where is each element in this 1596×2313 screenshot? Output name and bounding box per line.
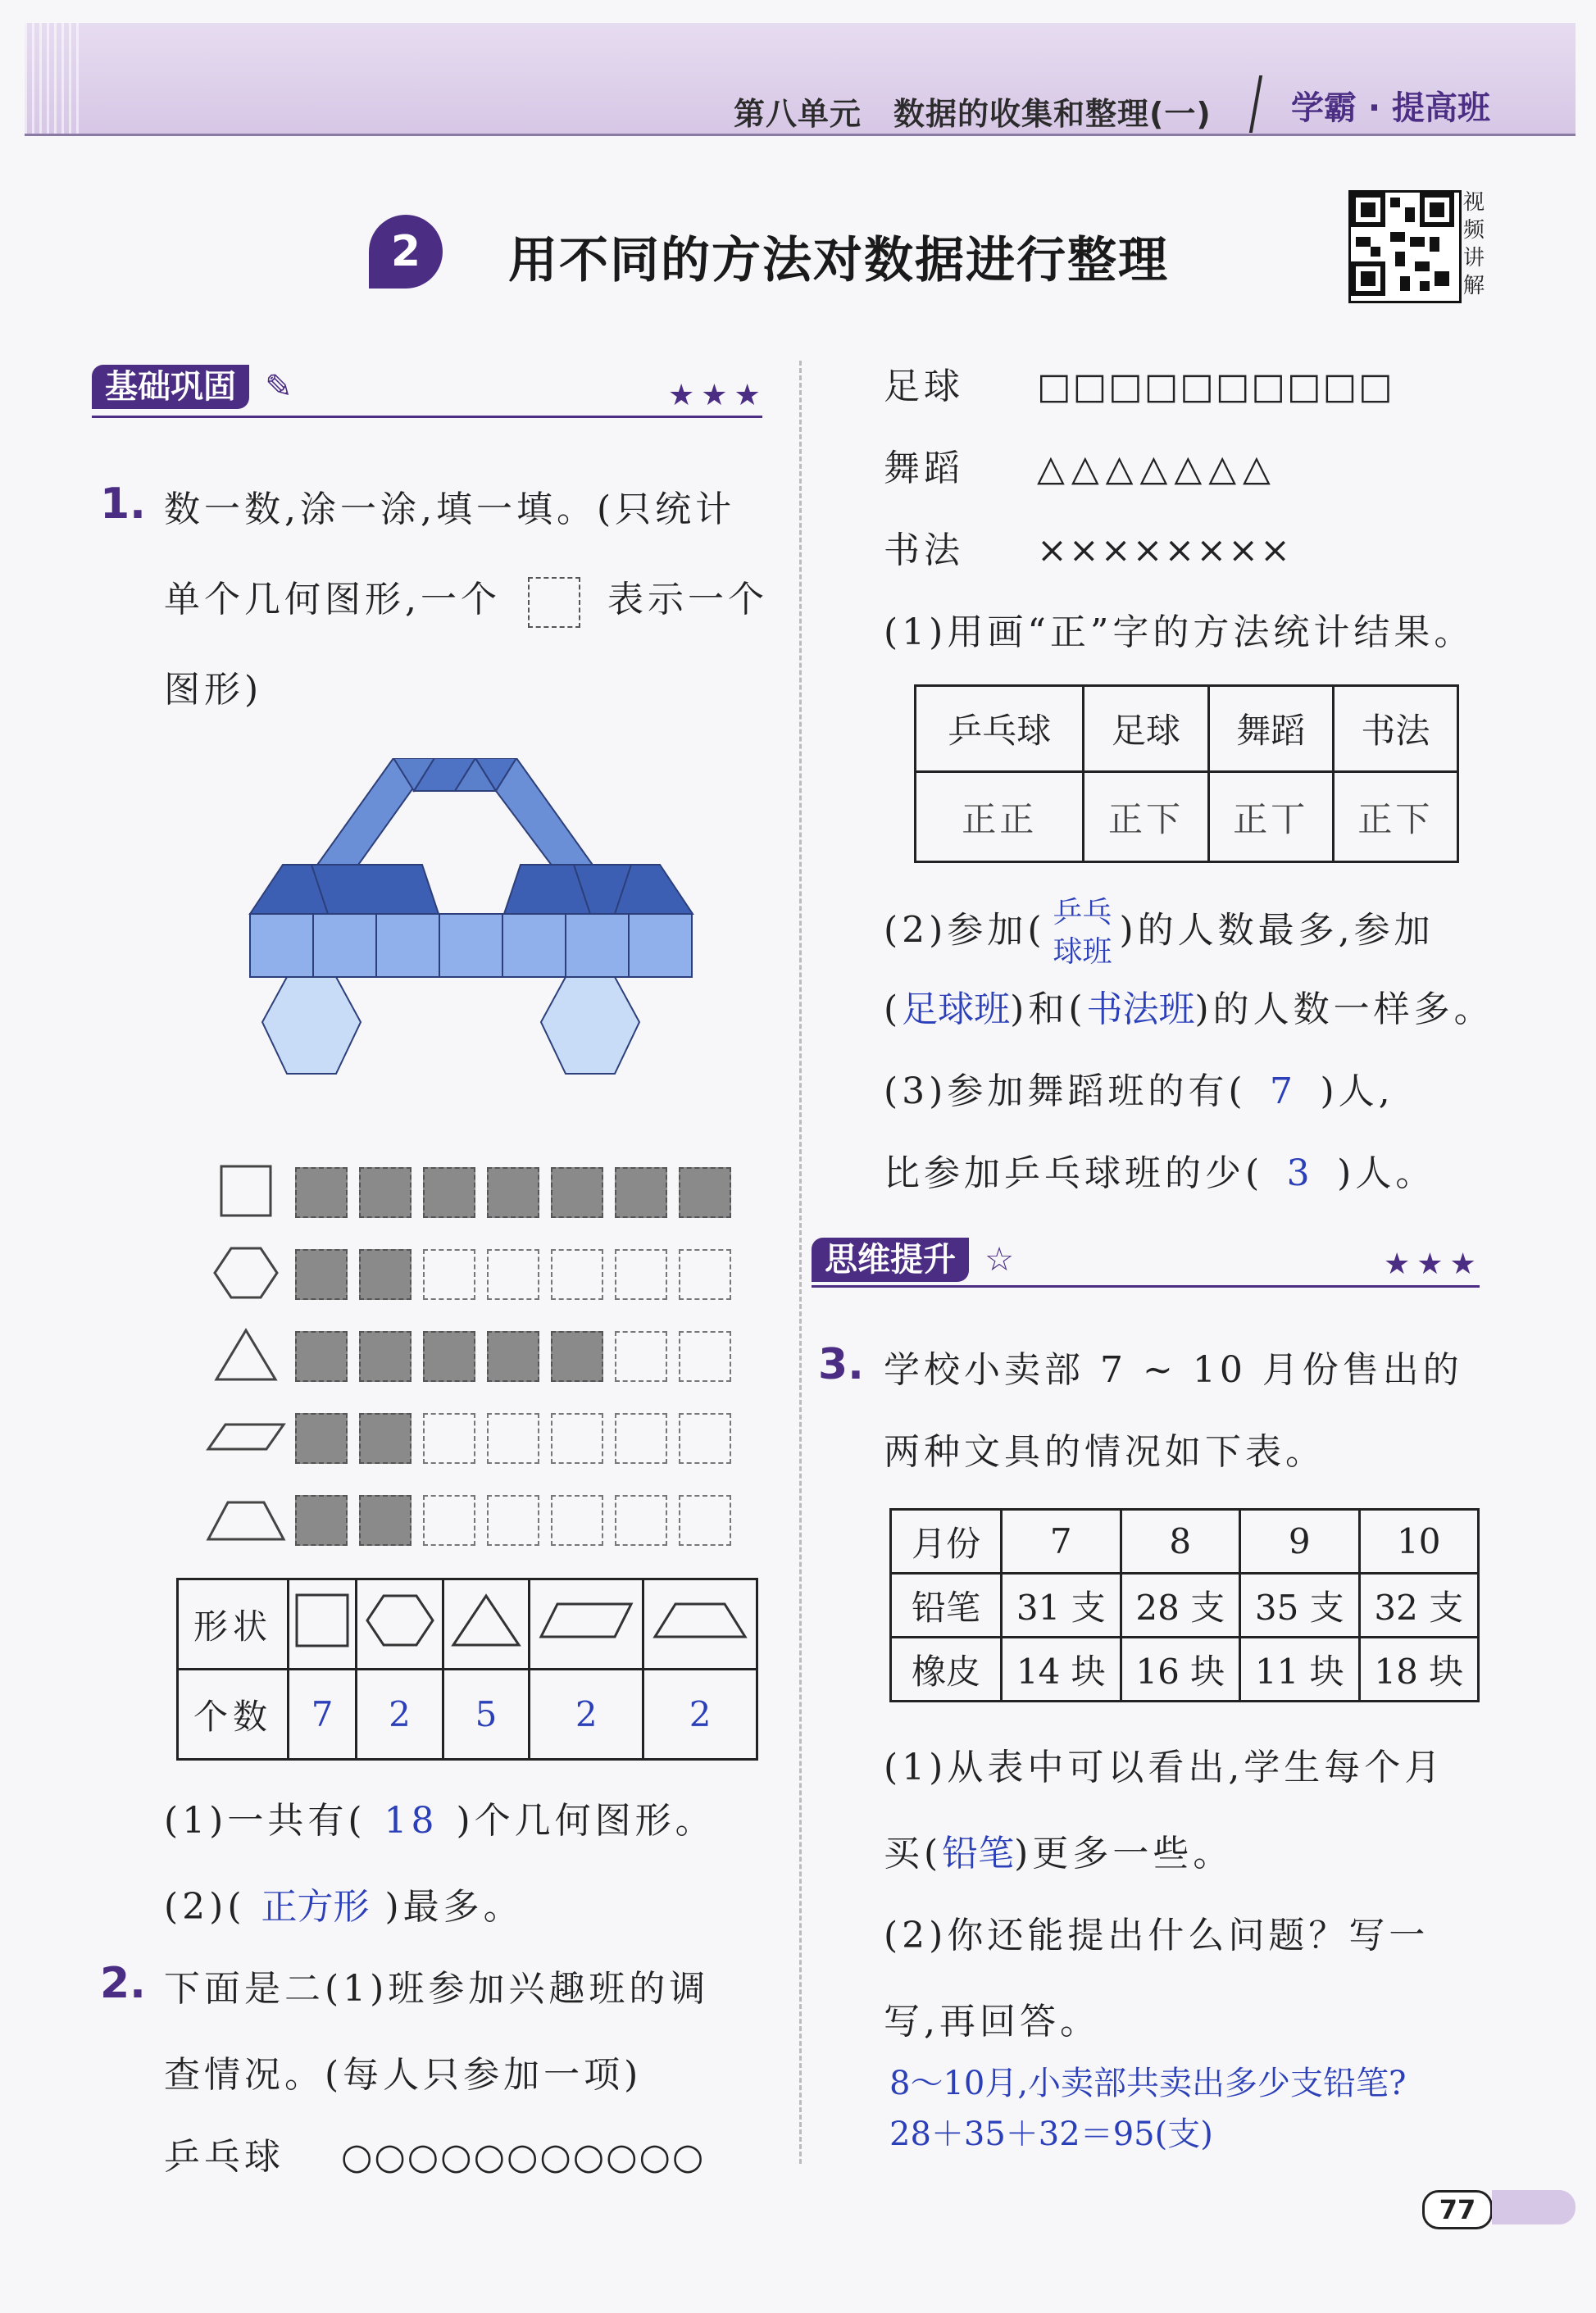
tally-row [197,1234,743,1316]
empty-cell[interactable] [679,1249,731,1300]
tally-cell: 正下 [1333,772,1457,862]
shape-count-table [176,1578,758,1761]
column-divider [799,361,802,2164]
count-triangle: 5 [443,1670,530,1760]
trapezoid-icon [643,1579,757,1670]
trapezoid-shape [250,865,439,914]
q2-line1: 下面是二(1)班参加兴趣班的调 [164,1968,710,2010]
empty-cell[interactable] [679,1413,731,1464]
shaded-cell[interactable] [679,1167,731,1218]
q2-sub2-answer2: 足球班 [902,988,1011,1030]
table-cell: 11 块 [1240,1638,1360,1702]
tally-cell: 正正 [916,772,1084,862]
shaded-cell[interactable] [359,1331,412,1382]
difficulty-stars: ★★★ [1384,1247,1483,1281]
q1-sub2-text: (2)( [164,1886,246,1928]
q1-sub1-text: (1)一共有( [164,1800,366,1842]
q3-sub1-tail: )更多一些。 [1014,1833,1234,1874]
shaded-cell[interactable] [551,1331,603,1382]
empty-cell[interactable] [487,1413,539,1464]
shaded-cell[interactable] [615,1167,667,1218]
square-icon [289,1579,357,1670]
question-number: 2. [100,1959,146,2008]
table-header: 7 [1002,1510,1121,1574]
q2-sub3-answer2: 3 [1286,1152,1314,1194]
triangle-icon [443,1579,530,1670]
lesson-title: 用不同的方法对数据进行整理 [508,232,1169,289]
square-shape [566,914,629,977]
q2-sub2-text4: )的人数一样多。 [1194,988,1494,1030]
row-marks: ×××××××× [1037,529,1292,571]
table-cell: 16 块 [1121,1638,1240,1702]
table-header: 8 [1121,1510,1240,1574]
q1-sub1-tail: )个几何图形。 [456,1800,716,1842]
video-label: 视 频 讲 解 [1463,190,1485,298]
sparkle-star-icon: ☆ [984,1241,1014,1279]
table-label-count: 个数 [178,1670,289,1760]
table-cell: 橡皮 [891,1638,1002,1702]
q3-sub1-line2 [884,1824,1233,1876]
header-stripes [25,23,82,134]
square-shape [313,914,376,977]
hexagon-icon [197,1244,295,1305]
q3-sub1-line1: (1)从表中可以看出,学生每个月 [884,1747,1445,1788]
q2-row-dance [884,439,1277,491]
shaded-cell[interactable] [487,1331,539,1382]
q2-row-pingpong [164,2127,705,2179]
empty-cell[interactable] [679,1495,731,1546]
q2-sub3-answer1: 7 [1270,1070,1297,1112]
shaded-cell[interactable] [487,1167,539,1218]
tally-header: 足球 [1084,686,1208,772]
table-cell: 铅笔 [891,1574,1002,1638]
q2-sub3-line1 [884,1061,1394,1114]
q1-line3: 图形) [164,669,263,711]
lesson-number-badge: 2 [369,215,443,289]
table-header: 9 [1240,1510,1360,1574]
trapezoid-shape [504,865,693,914]
q3-line1: 学校小卖部 7 ~ 10 月份售出的 [884,1349,1463,1391]
row-marks: □□□□□□□□□□ [1037,366,1394,407]
shaded-cell[interactable] [295,1249,348,1300]
car-shape-figure [246,758,713,1086]
square-icon [197,1162,295,1223]
tally-cell: 正下 [1084,772,1208,862]
tally-row [197,1316,743,1397]
tally-header: 乒乓球 [916,686,1084,772]
tally-header: 舞蹈 [1208,686,1333,772]
section-basic-label: 基础巩固 [92,365,249,409]
empty-cell[interactable] [423,1413,475,1464]
table-cell: 14 块 [1002,1638,1121,1702]
count-parallelogram: 2 [530,1670,643,1760]
shaded-cell[interactable] [359,1495,412,1546]
table-cell: 32 支 [1359,1574,1479,1638]
q2-row-football [884,357,1394,409]
hexagon-icon [357,1579,443,1670]
shaded-cell[interactable] [423,1167,475,1218]
q1-sub1-answer: 18 [384,1800,439,1842]
q1-sub2-tail: )最多。 [384,1886,524,1928]
empty-cell[interactable] [615,1413,667,1464]
table-cell: 35 支 [1240,1574,1360,1638]
stationery-sales-table [889,1508,1480,1702]
empty-cell[interactable] [615,1495,667,1546]
q2-sub3-text4: )人。 [1337,1152,1436,1194]
parallelogram-icon [530,1579,643,1670]
q2-sub2-line2: (足球班)和(书法班)的人数一样多。 [884,988,1494,1030]
empty-cell[interactable] [615,1249,667,1300]
parallelogram-icon [197,1408,295,1469]
square-shape [439,914,502,977]
section-basic-header [92,361,293,407]
table-cell: 18 块 [1359,1638,1479,1702]
table-header: 月份 [891,1510,1002,1574]
q2-sub2-answer3: 书法班 [1086,988,1195,1030]
q1-sub2 [164,1877,524,1929]
q3-answer-question: 8～10月,小卖部共卖出多少支铅笔? [889,2065,1407,2102]
row-label: 足球 [884,366,964,407]
count-square: 7 [289,1670,357,1760]
q2-sub2-text: (2)参加( [884,909,1046,952]
unit-box-icon [528,577,580,628]
table-header: 10 [1359,1510,1479,1574]
shaded-cell[interactable] [551,1167,603,1218]
hexagon-shape [541,977,639,1074]
shaded-cell[interactable] [359,1167,412,1218]
brand-logo: 学霸 · 提高班 [1291,89,1491,127]
q3-sub1-text: 买( [884,1833,943,1874]
empty-cell[interactable] [551,1495,603,1546]
q2-sub3-text3: 比参加乒乓球班的少( [884,1152,1264,1194]
q1-line2b: 表示一个 [607,579,768,620]
tally-table [914,684,1459,863]
empty-cell[interactable] [551,1413,603,1464]
hexagon-shape [262,977,361,1074]
q3-sub2-line1: (2)你还能提出什么问题？写一 [884,1915,1430,1956]
q2-row-calligraphy [884,520,1292,573]
tally-header: 书法 [1333,686,1457,772]
count-hexagon: 2 [357,1670,443,1760]
shaded-cell[interactable] [295,1495,348,1546]
q2-sub3-text: (3)参加舞蹈班的有( [884,1070,1247,1112]
shaded-cell[interactable] [295,1331,348,1382]
difficulty-stars: ★★★ [668,379,767,412]
q1-line2a: 单个几何图形,一个 [164,579,501,620]
empty-cell[interactable] [487,1249,539,1300]
shaded-cell[interactable] [295,1167,348,1218]
q3-sub2-line2: 写,再回答。 [884,2001,1100,2043]
shape-tally-grid [197,1152,743,1561]
q1-sub1 [164,1791,716,1843]
section-think-rule [812,1285,1480,1288]
empty-cell[interactable] [615,1331,667,1382]
row-label: 书法 [884,529,964,571]
tally-row [197,1479,743,1561]
shaded-cell[interactable] [359,1413,412,1464]
q1-sub2-answer: 正方形 [261,1886,370,1928]
tally-row [197,1152,743,1234]
qr-code-icon[interactable] [1348,190,1462,303]
count-trapezoid: 2 [643,1670,757,1760]
q2-sub2-text2: )的人数最多,参加 [1119,909,1435,952]
empty-cell[interactable] [487,1495,539,1546]
square-shape [250,914,313,977]
row-marks: △△△△△△△ [1037,448,1277,489]
shaded-cell[interactable] [359,1249,412,1300]
q1-line2 [164,570,768,628]
row-label: 舞蹈 [884,448,964,489]
pencil-icon: ✎ [265,368,293,406]
question-number: 3. [818,1340,864,1389]
tally-row [197,1397,743,1479]
q2-sub3-text2: )人, [1320,1070,1394,1112]
shaded-cell[interactable] [423,1331,475,1382]
question-number: 1. [100,479,146,529]
trapezoid-icon [197,1490,295,1551]
q2-sub2-text3: 和( [1028,988,1087,1030]
table-cell: 28 支 [1121,1574,1240,1638]
empty-cell[interactable] [423,1495,475,1546]
row-label: 乒乓球 [164,2136,284,2178]
triangle-icon [197,1326,295,1387]
empty-cell[interactable] [679,1331,731,1382]
q2-line2: 查情况。(每人只参加一项) [164,2054,643,2096]
parallelogram-shape [496,758,598,873]
square-shape [629,914,692,977]
q3-sub1-answer: 铅笔 [942,1833,1015,1874]
page-number-band [1492,2190,1576,2224]
q3-line2: 两种文具的情况如下表。 [884,1431,1325,1473]
q2-sub3-line2 [884,1143,1435,1196]
empty-cell[interactable] [551,1249,603,1300]
q3-answer-calc: 28＋35＋32＝95(支) [889,2115,1213,2153]
square-shape [376,914,439,977]
table-label-shape: 形状 [178,1579,289,1670]
page-number: 77 [1422,2190,1493,2229]
empty-cell[interactable] [423,1249,475,1300]
section-basic-rule [92,416,762,418]
shaded-cell[interactable] [295,1413,348,1464]
q2-sub1: (1)用画“正”字的方法统计结果。 [884,611,1475,653]
q2-sub2-line1 [884,893,1435,972]
section-think-label: 思维提升 [812,1238,969,1282]
section-think-header [812,1234,1014,1280]
chapter-title: 第八单元 数据的收集和整理(一) [734,96,1212,132]
tally-cell: 正丅 [1208,772,1333,862]
row-marks: ○○○○○○○○○○○ [341,2136,706,2178]
q1-line1: 数一数,涂一涂,填一填。(只统计 [164,489,736,530]
square-shape [502,914,566,977]
table-cell: 31 支 [1002,1574,1121,1638]
q2-sub2-answer1: 乒乓球班 [1053,896,1112,969]
